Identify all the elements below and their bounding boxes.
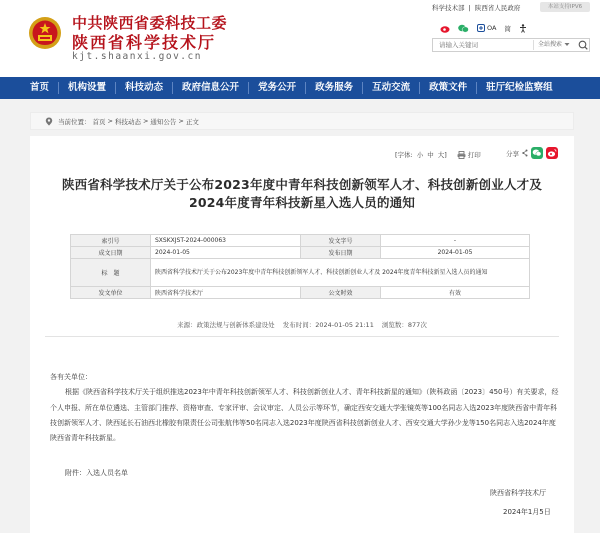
font-medium-button[interactable]: 中 (427, 151, 434, 159)
meta-validity-label: 公文时效 (301, 287, 381, 299)
print-label: 打印 (467, 151, 481, 159)
meta-index-label: 索引号 (71, 235, 151, 247)
chevron-down-icon (564, 42, 570, 47)
nav-divider (115, 82, 116, 94)
font-large-button[interactable]: 大 (437, 151, 445, 159)
article-salutation: 各有关单位： (50, 373, 92, 381)
simplified-link[interactable] (504, 24, 511, 33)
weibo-link[interactable] (440, 24, 450, 33)
search-box (432, 38, 590, 52)
main-nav (0, 77, 600, 99)
nav-interaction[interactable]: 互动交流 (372, 82, 411, 93)
breadcrumb-current: 正文 (185, 117, 199, 126)
oa-label: OA (487, 24, 497, 32)
article-publish-time: 发布时间：2024-01-05 21:11 (282, 321, 374, 329)
article-source-line (30, 320, 574, 329)
article-divider (45, 336, 559, 337)
org-name-line1[interactable]: 中共陕西省委科技工委 (72, 14, 228, 32)
font-size-label: [字体: (395, 151, 413, 159)
location-pin-icon (45, 117, 53, 126)
article-signature-org: 陕西省科学技术厅 (490, 489, 546, 497)
font-small-button[interactable]: 小 (416, 151, 424, 159)
toplink-separator: | (468, 4, 471, 12)
org-name-line2[interactable]: 陕西省科学技术厅 (72, 33, 217, 52)
search-scope-select[interactable] (533, 40, 575, 50)
nav-home[interactable]: 首页 (30, 82, 50, 93)
quick-links (440, 22, 527, 34)
breadcrumb-separator: > (178, 117, 184, 125)
meta-published-value: 2024-01-05 (381, 247, 530, 259)
breadcrumb-separator: > (107, 117, 113, 125)
article-attachment[interactable]: 附件：入选人员名单 (65, 469, 128, 477)
top-links (432, 3, 522, 12)
share-weibo-button[interactable] (546, 147, 558, 159)
link-provincial-government[interactable]: 陕西省人民政府 (474, 4, 521, 12)
article-body (50, 370, 560, 446)
wechat-link[interactable] (458, 24, 469, 33)
site-header (0, 0, 600, 76)
nav-gov-info[interactable]: 政府信息公开 (182, 82, 240, 93)
share-label: 分享 (506, 149, 519, 158)
nav-divider (362, 82, 363, 94)
simplified-label: 简 (504, 24, 511, 33)
nav-divider (172, 82, 173, 94)
search-icon (576, 39, 590, 51)
article-source: 来源：政策法规与创新体系建设处 (177, 321, 275, 329)
nav-news[interactable]: 科技动态 (125, 82, 164, 93)
weibo-icon (546, 147, 558, 159)
breadcrumb-separator: > (142, 117, 149, 125)
breadcrumb (30, 112, 574, 130)
article-views: 浏览数：877次 (381, 321, 427, 329)
oa-link[interactable] (477, 24, 496, 32)
share-icon (522, 149, 528, 157)
meta-docno-label: 发文字号 (301, 235, 381, 247)
print-icon (457, 151, 466, 159)
print-button[interactable] (457, 150, 481, 159)
breadcrumb-news[interactable]: 科技动态 (114, 117, 141, 126)
breadcrumb-notices[interactable]: 通知公告 (150, 117, 177, 126)
article-tools (395, 150, 481, 159)
article-signature-date: 2024年1月5日 (503, 508, 551, 516)
share-box (506, 147, 558, 159)
search-input[interactable] (433, 39, 533, 51)
site-domain: kjt.shaanxi.gov.cn (72, 51, 202, 62)
nav-gov-services[interactable]: 政务服务 (315, 82, 354, 93)
article-title (30, 176, 574, 212)
share-wechat-button[interactable] (531, 147, 543, 159)
meta-validity-value: 有效 (381, 287, 530, 299)
nav-divider (248, 82, 249, 94)
meta-issuer-value: 陕西省科学技术厅 (151, 287, 301, 299)
search-scope-label: 全站搜索 (538, 41, 563, 48)
nav-divider (476, 82, 477, 94)
nav-discipline[interactable]: 驻厅纪检监察组 (486, 82, 553, 93)
meta-issuer-label: 发文单位 (71, 287, 151, 299)
article-title-line2: 2024年度青年科技新星入选人员的通知 (188, 195, 416, 210)
meta-index-value: SXSKXJST-2024-000063 (151, 235, 301, 247)
meta-subject-label: 标 题 (71, 259, 151, 287)
weibo-icon (440, 24, 450, 33)
wechat-icon (531, 147, 543, 159)
font-size-end: ] (444, 150, 447, 159)
article-paragraph: 根据《陕西省科学技术厅关于组织推选2023年中青年科技创新领军人才、科技创新创业人才、青年科技新星的通知》（陕科政函〔2023〕450号）有关要求，经个人申报、所在单位遴选、主管部门推荐、资格审查、专家评审、会议审定、人员公示等环节，确定西安交通大学张镜英等100名同志入选2023年度陕西省中青年科技创新领军人才、陕西延长石油西北橡胶有限责任公司张航伟等50名同志入选2023年度陕西省科技创新创业人才、西安交通大学孙少龙等150名同志入选2024年度陕西省青年科技新星。 (50, 388, 559, 443)
accessibility-link[interactable] (519, 24, 527, 33)
article-title-line1: 陕西省科学技术厅关于公布2023年度中青年科技创新领军人才、科技创新创业人才及 (61, 177, 543, 192)
document-meta-table (70, 234, 530, 299)
national-emblem-icon[interactable] (28, 15, 62, 51)
nav-divider (305, 82, 306, 94)
breadcrumb-label: 当前位置： (58, 117, 91, 126)
oa-icon (477, 24, 485, 32)
search-button[interactable] (576, 39, 590, 51)
meta-published-label: 发布日期 (301, 247, 381, 259)
meta-created-value: 2024-01-05 (151, 247, 301, 259)
link-most[interactable]: 科学技术部 (432, 4, 465, 12)
nav-organization[interactable]: 机构设置 (68, 82, 107, 93)
accessibility-icon (519, 24, 527, 33)
meta-created-label: 成文日期 (71, 247, 151, 259)
nav-divider (419, 82, 420, 94)
nav-divider (58, 82, 59, 94)
nav-party-affairs[interactable]: 党务公开 (258, 82, 297, 93)
meta-docno-value: - (381, 235, 530, 247)
ipv6-badge: 本站支持IPV6 (540, 2, 590, 12)
meta-subject-value: 陕西省科学技术厅关于公布2023年度中青年科技创新领军人才、科技创新创业人才及 2024年度青年科技新星入选人员的通知 (151, 259, 530, 287)
breadcrumb-home[interactable]: 首页 (92, 117, 106, 126)
wechat-icon (458, 24, 469, 33)
nav-policy[interactable]: 政策文件 (429, 82, 468, 93)
